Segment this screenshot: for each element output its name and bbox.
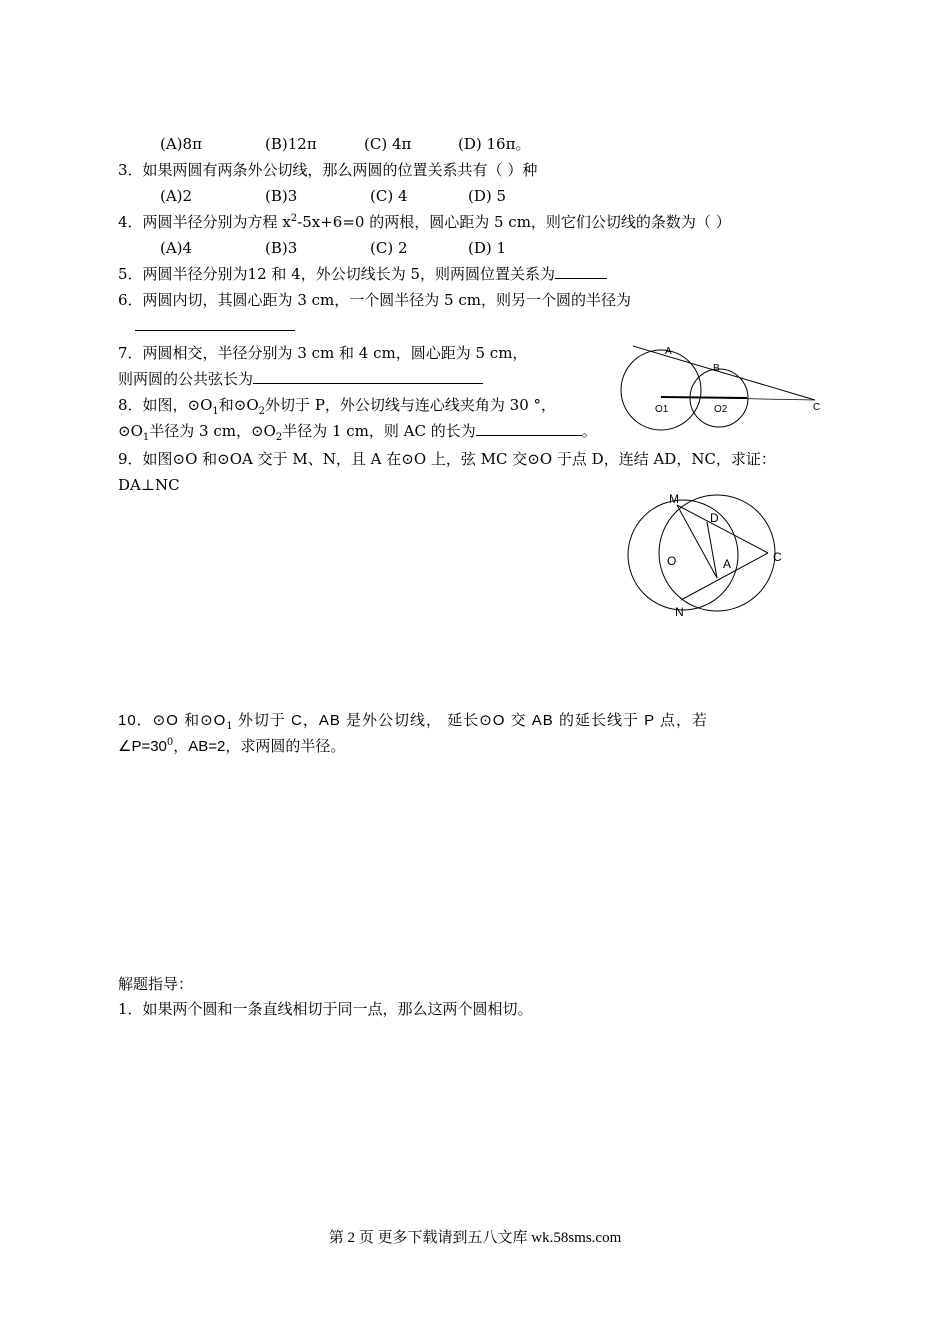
label-a: A	[665, 346, 672, 357]
q7-answer-blank[interactable]	[253, 369, 483, 384]
q6-text: 6．两圆内切，其圆心距为 3 cm，一个圆半径为 5 cm，则另一个圆的半径为	[118, 291, 631, 309]
q5-prompt: 5．两圆半径分别为12 和 4，外公切线长为 5，则两圆位置关系为	[118, 265, 556, 283]
q8-line2	[118, 421, 597, 441]
q8-line1-b: 和⊙O	[218, 396, 259, 414]
q4-option-c: (C) 2	[370, 239, 408, 257]
q7-prompt: 则两圆的公共弦长为	[118, 370, 254, 388]
q8-line2-end: 。	[581, 422, 597, 440]
label-c: C	[813, 402, 821, 413]
q3-text: 3．如果两圆有两条外公切线，那么两圆的位置关系共有（ ）种	[118, 161, 538, 179]
label-n: N	[675, 605, 684, 619]
q5-answer-blank[interactable]	[555, 264, 607, 279]
q9-line1: 9．如图⊙O 和⊙OA 交于 M、N，且 A 在⊙O 上，弦 MC 交⊙O 于点 D，连结 AD，NC，求证：	[118, 450, 776, 468]
q4-superscript: 2	[290, 213, 298, 224]
label-m: M	[669, 492, 679, 506]
q8-line1	[118, 395, 556, 415]
q8-line2-a: ⊙O	[118, 422, 143, 440]
q10-sup: 0	[166, 737, 174, 748]
q8-line1-c: 外切于 P，外公切线与连心线夹角为 30 °，	[265, 396, 557, 414]
q6-answer-blank[interactable]	[135, 316, 295, 331]
q7-line1: 7．两圆相交，半径分别为 3 cm 和 4 cm，圆心距为 5 cm，	[118, 344, 528, 362]
q2-option-c: (C) 4π	[364, 135, 412, 153]
label-c: C	[773, 550, 782, 564]
q8-sub-1: 1	[212, 406, 219, 417]
q6-answer-line	[135, 316, 295, 336]
label-a: A	[723, 557, 732, 571]
q4-text-before: 4．两圆半径分别为方程 x	[118, 213, 291, 231]
q4-text-after: -5x+6=0 的两根，圆心距为 5 cm，则它们公切线的条数为（ ）	[297, 213, 731, 231]
label-b: B	[713, 363, 720, 374]
q4-text	[118, 212, 731, 232]
q4-option-a: (A)4	[160, 239, 193, 257]
q8-answer-blank[interactable]	[476, 421, 582, 436]
page-footer: 第 2 页 更多下载请到五八文库 wk.58sms.com	[328, 1230, 622, 1246]
guide-item-1: 1．如果两个圆和一条直线相切于同一点，那么这两个圆相切。	[118, 1000, 533, 1018]
label-o1: O1	[655, 404, 669, 415]
label-d: D	[710, 511, 719, 525]
q8-sub-2: 2	[258, 406, 266, 417]
q10-line1-a: 10．⊙O 和⊙O	[118, 712, 227, 729]
q8-line2-b: 半径为 3 cm，⊙O	[149, 422, 276, 440]
q8-sub-2b: 2	[275, 432, 283, 443]
label-o2: O2	[714, 404, 728, 415]
q2-option-b: (B)12π	[265, 135, 317, 153]
q3-option-a: (A)2	[160, 187, 193, 205]
q10-line2-a: ∠P=30	[118, 738, 167, 755]
q10-line2	[118, 736, 345, 757]
circle-o1	[621, 350, 701, 430]
q10-sub: 1	[226, 721, 233, 732]
q4-option-d: (D) 1	[468, 239, 507, 257]
q4-option-b: (B)3	[265, 239, 298, 257]
q10-line1	[118, 710, 708, 731]
q8-line1-a: 8．如图，⊙O	[118, 396, 213, 414]
tangent-line	[633, 346, 815, 400]
guide-title: 解题指导：	[118, 975, 194, 993]
label-o: O	[667, 554, 677, 568]
q3-option-c: (C) 4	[370, 187, 408, 205]
q8-sub-1b: 1	[142, 432, 150, 443]
q8-line2-c: 半径为 1 cm，则 AC 的长为	[282, 422, 476, 440]
q9-line2: DA⊥NC	[118, 476, 180, 494]
figure-q8-tangent-circles	[615, 340, 825, 440]
q3-option-d: (D) 5	[468, 187, 507, 205]
q2-option-a: (A)8π	[160, 135, 202, 153]
figure-q9-intersecting-circles	[625, 490, 795, 620]
q10-line1-b: 外切于 C，AB 是外公切线， 延长⊙O 交 AB 的延长线于 P 点，若	[232, 712, 709, 729]
q5-text	[118, 264, 607, 284]
q7-line2	[118, 369, 483, 389]
q3-option-b: (B)3	[265, 187, 298, 205]
q2-option-d: (D) 16π。	[458, 135, 531, 153]
q10-line2-b: ，AB=2，求两圆的半径。	[173, 738, 346, 755]
center-line-bold	[661, 397, 747, 398]
